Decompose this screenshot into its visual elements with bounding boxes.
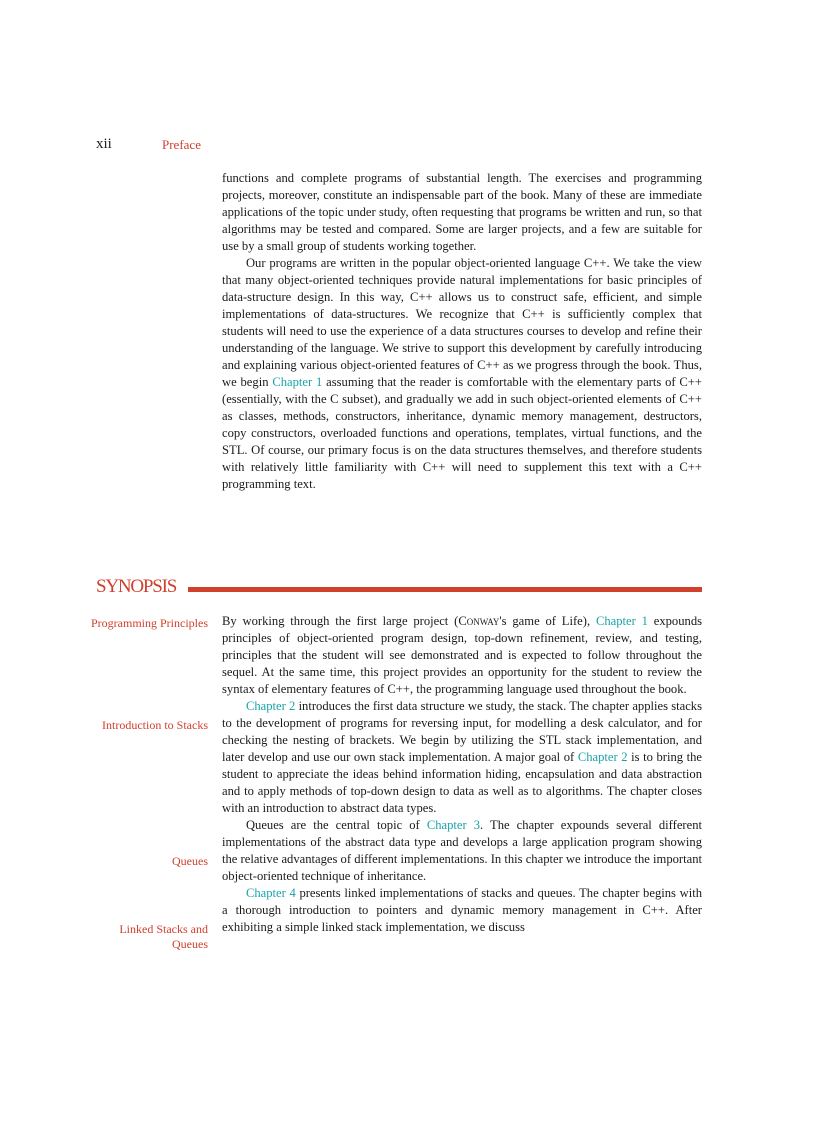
syn-p4-text-a: presents linked implementations of stacks and queues. The chapter begins with a thorough introduction to pointers and dynamic memory management in C++. After exhibiting a simple linked stack implementation, we discuss <box>222 886 702 934</box>
syn-p1-text-c: expounds principles of object-oriented program design, top-down refinement, review, and testing, principles that the student will see demonstrated and is expected to follow throughout the sequel. At the same time, this project provides an opportunity for the student to review the syntax of elementary features of C++, the programming language used throughout the book. <box>222 614 703 696</box>
synopsis-paragraph-1 <box>222 613 702 698</box>
margin-note-linked-stacks: Linked Stacks and Queues <box>119 922 208 951</box>
intro-p2-text-b: assuming that the reader is comfortable with the elementary parts of C++ (essentially, with the C subset), and gradually we add in such object-oriented elements of C++ as classes, methods, constructors, inheritance, dynamic memory management, destructors, copy constructors, overloaded functions and operations, templates, virtual functions, and the STL. Of course, our primary focus is on the data structures themselves, and therefore students with relatively little familiarity with C++ will need to supplement this text with a C++ programming text. <box>222 375 703 491</box>
preface-text <box>222 170 702 493</box>
synopsis-paragraph-3 <box>222 817 702 885</box>
margin-note-intro-stacks: Introduction to Stacks <box>102 718 208 732</box>
chapter-1-link[interactable]: Chapter 1 <box>272 375 323 389</box>
intro-paragraph-2 <box>222 255 702 493</box>
syn-p3-text-a: Queues are the central topic of <box>245 818 420 832</box>
chapter-1-link[interactable]: Chapter 1 <box>595 614 648 628</box>
intro-p2-text-a: Our programs are written in the popular object-oriented language C++. We take the view that many object-oriented techniques provide natural implementations for basic principles of data-structure design. In this way, C++ allows us to construct safe, efficient, and simple implementations of data-structures. We recognize that C++ is sufficiently complex that students will need to use the experience of a data structures courses to develop and refine their understanding of the language. We strive to support this development by carefully introducing and explaining various object-oriented features of C++ as we progress through the book. Thus, we begin <box>222 256 702 389</box>
conway-name: Conway <box>458 614 500 628</box>
chapter-4-link[interactable]: Chapter 4 <box>245 886 296 900</box>
margin-note-queues: Queues <box>172 854 208 868</box>
running-head-title: Preface <box>162 137 201 152</box>
syn-p1-text-a: By working through the first large project ( <box>222 614 459 628</box>
intro-paragraph-1: functions and complete programs of substantial length. The exercises and programming projects, moreover, constitute an indispensable part of the book. Many of these are immediate applications of the topic under study, often requesting that programs be written and run, so that algorithms may be tested and compared. Some are larger projects, and a few are suitable for use by a small group of students working together. <box>222 171 702 253</box>
synopsis-text <box>222 613 702 936</box>
chapter-2-link[interactable]: Chapter 2 <box>577 750 628 764</box>
chapter-2-link[interactable]: Chapter 2 <box>245 699 296 713</box>
margin-note-programming-principles: Programming Principles <box>91 616 208 630</box>
syn-p1-text-b: 's game of Life), <box>499 614 591 628</box>
syn-p3-text-b: . The chapter expounds several different implementations of the abstract data type and develops a large application program showing the relative advantages of different implementations. In this chapter we introduce the important object-oriented technique of inheritance. <box>222 818 702 883</box>
syn-p2-text-a: introduces the first data structure we study, the stack. The chapter applies stacks to the development of programs for reversing input, for modelling a desk calculator, and for checking the nesting of brackets. We begin by utilizing the STL stack implementation, and later develop and use our own stack implementation. A major goal of <box>222 699 702 764</box>
synopsis-paragraph-4 <box>222 885 702 936</box>
syn-p2-text-b: is to bring the student to appreciate the ideas behind information hiding, encapsulation and data abstraction and to apply methods of top-down design to data as well as to algorithms. The chapter closes with an introduction to abstract data types. <box>222 750 703 815</box>
synopsis-paragraph-2 <box>222 698 702 817</box>
page-number: xii <box>96 136 112 152</box>
section-rule <box>188 587 702 592</box>
chapter-3-link[interactable]: Chapter 3 <box>426 818 481 832</box>
synopsis-heading <box>96 576 702 600</box>
section-title: SYNOPSIS <box>96 576 177 597</box>
